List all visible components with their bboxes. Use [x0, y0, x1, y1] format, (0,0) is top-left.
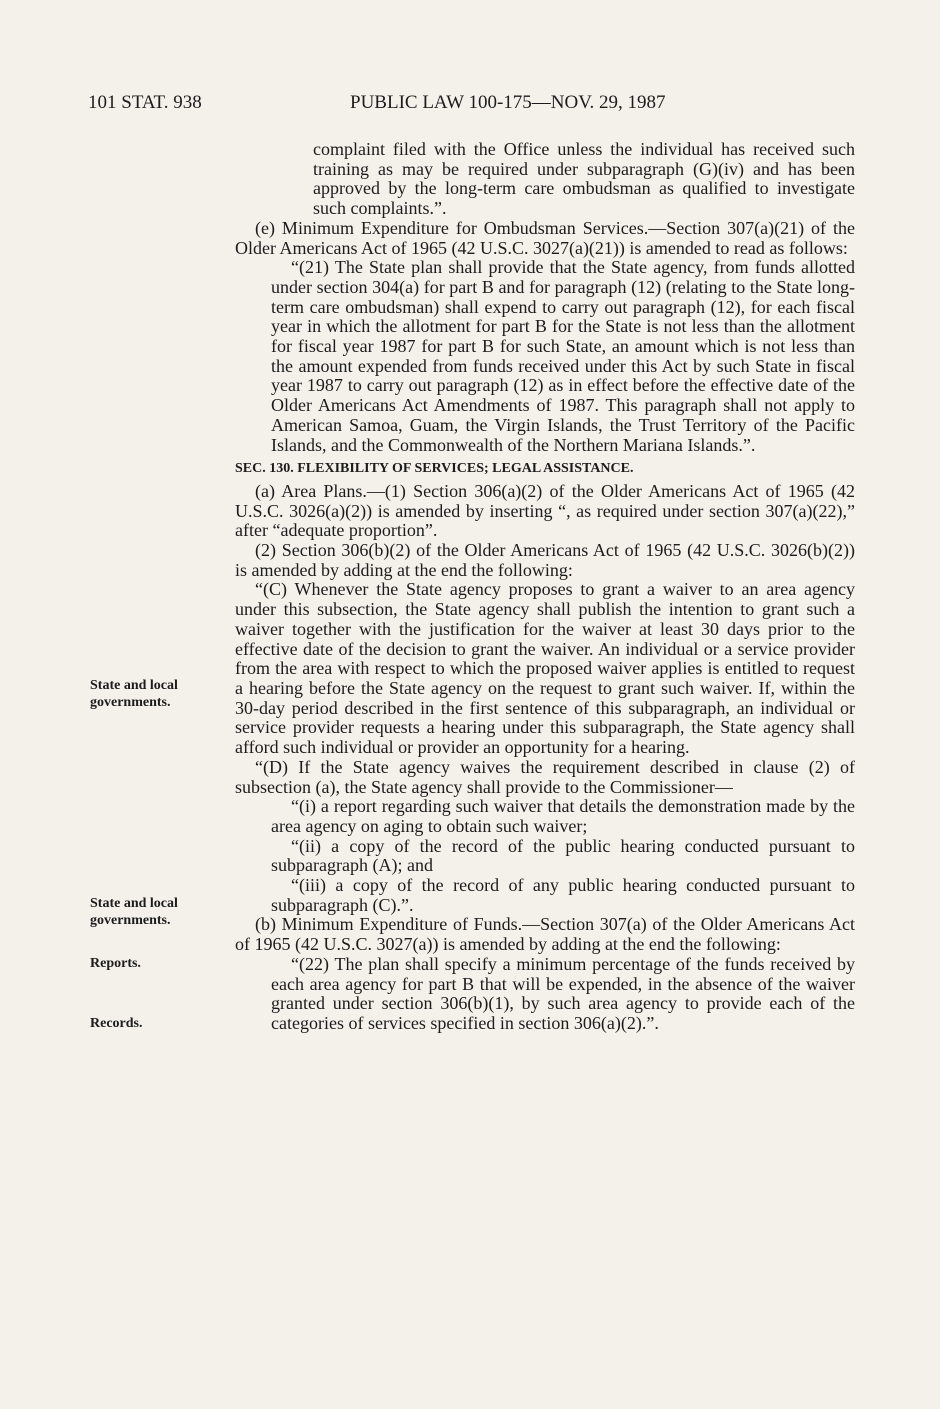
clause-iii: “(iii) a copy of the record of any public hearing conducted pursuant to subparagraph (C).”. [271, 875, 855, 915]
margin-note-records: Records. [90, 1016, 143, 1031]
clause-ii: “(ii) a copy of the record of the public hearing conducted pursuant to subparagraph (A); and [271, 835, 855, 876]
page-body [235, 140, 855, 1034]
margin-note-state-local-2: State and local governments. [90, 896, 178, 928]
statute-page-number: 101 STAT. 938 [88, 92, 202, 113]
section-130-heading: SEC. 130. FLEXIBILITY OF SERVICES; LEGAL ASSISTANCE. [235, 461, 634, 477]
margin-note-reports: Reports. [90, 956, 141, 971]
paragraph-complaint: complaint filed with the Office unless the individual has received such training as may be required under subparagraph (G)(iv) and has been approved by the long-term care ombudsman as qualified to investigate such complaints.”. [313, 139, 855, 219]
paragraph-D: “(D) If the State agency waives the requirement described in clause (2) of subsection (a), the State agency shall provide to the Commissioner— [235, 756, 855, 797]
paragraph-C: “(C) Whenever the State agency proposes to grant a waiver to an area agency under this subsection, the State agency shall publish the intention to grant such a waiver together with the justification for the waiver at least 30 days prior to the effective date of the decision to grant the waiver. An individual or a service provider from the area with respect to which the proposed waiver applies is entitled to request a hearing before the State agency on the request to grant such waiver. If, within the 30-day period described in the first sentence of this subparagraph, an individual or service provider requests a hearing under this subparagraph, the State agency shall afford such individual or provider an opportunity for a hearing. [235, 579, 855, 758]
page-header [88, 92, 858, 122]
paragraph-ombudsman-services: (e) Minimum Expenditure for Ombudsman Services.—Section 307(a)(21) of the Older Americans Act of 1965 (42 U.S.C. 3027(a)(21)) is amended to read as follows: [235, 217, 855, 258]
clause-i: “(i) a report regarding such waiver that details the demonstration made by the area agency on aging to obtain such waiver; [271, 796, 855, 836]
paragraph-min-expenditure-funds: (b) Minimum Expenditure of Funds.—Section 307(a) of the Older Americans Act of 1965 (42 U.S.C. 3027(a)) is amended by adding at the end the following: [235, 914, 855, 955]
paragraph-area-plans: (a) Area Plans.—(1) Section 306(a)(2) of the Older Americans Act of 1965 (42 U.S.C. 3026(a)(2)) is amended by inserting “, as required under section 307(a)(22),” after “adequate proportion”. [235, 480, 855, 541]
paragraph-306b2: (2) Section 306(b)(2) of the Older Americans Act of 1965 (42 U.S.C. 3026(b)(2)) is amended by adding at the end the following: [235, 540, 855, 580]
paragraph-21: “(21) The State plan shall provide that the State agency, from funds allotted under section 304(a) for part B and for paragraph (12) (relating to the State long-term care ombudsman) shall expend to carry out paragraph (12), for each fiscal year in which the allotment for part B for the State is not less than the allotment for fiscal year 1987 for part B for such State, an amount which is not less than the amount expended from funds received under this Act by such State in fiscal year 1987 to carry out paragraph (12) as in effect before the effective date of the Older Americans Act Amendments of 1987. This paragraph shall not apply to American Samoa, Guam, the Virgin Islands, the Trust Territory of the Pacific Islands, and the Commonwealth of the Northern Mariana Islands.”. [271, 257, 855, 455]
public-law-citation: PUBLIC LAW 100-175—NOV. 29, 1987 [350, 92, 666, 113]
paragraph-22: “(22) The plan shall specify a minimum percentage of the funds received by each area agency for part B that will be expended, in the absence of the waiver granted under section 306(b)(1), by such area agency to provide each of the categories of services specified in section 306(a)(2).”. [271, 953, 855, 1033]
margin-note-state-local-1: State and local governments. [90, 678, 178, 710]
